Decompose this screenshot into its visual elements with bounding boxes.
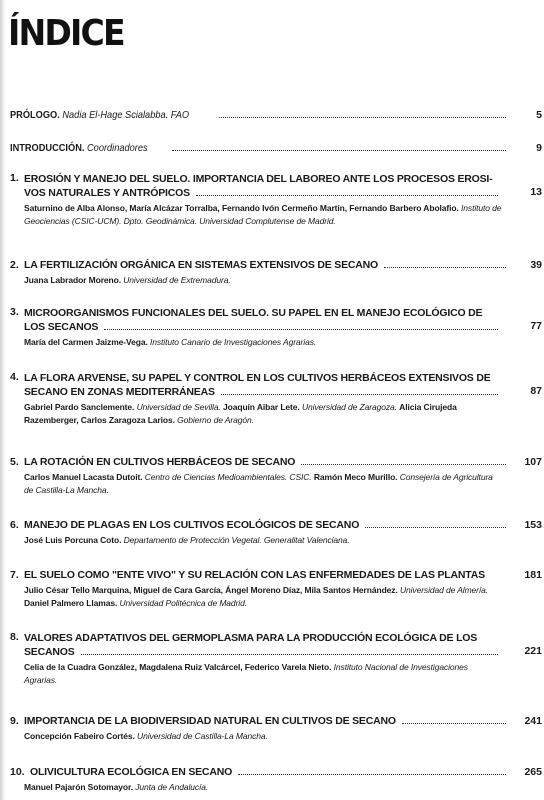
dot-leader xyxy=(219,117,506,118)
chapter-title-line: LA ROTACIÓN EN CULTIVOS HERBÁCEOS DE SECANO xyxy=(24,456,296,468)
chapter-authors: Gabriel Pardo Sanclemente. xyxy=(24,402,135,412)
chapter-authors: José Luis Porcuna Coto. xyxy=(24,535,122,545)
dot-leader xyxy=(104,329,498,330)
toc-entry-chapter-3[interactable] xyxy=(10,306,542,349)
chapter-number: 5. xyxy=(10,456,19,468)
toc-entry-prologue[interactable] xyxy=(10,108,542,122)
chapter-authors: Ramón Meco Murillo. xyxy=(313,472,398,482)
chapter-institution: Universidad de Extremadura. xyxy=(123,275,231,285)
toc-entry-chapter-1[interactable] xyxy=(10,172,542,227)
prologue-label: PRÓLOGO. xyxy=(10,109,60,121)
chapter-institution: Consejería de Agricultura de Castilla-La Mancha. xyxy=(24,472,493,495)
chapter-authors: María del Carmen Jaizme-Vega. xyxy=(24,337,148,347)
page-number: 107 xyxy=(524,456,542,468)
chapter-authors: Carlos Manuel Lacasta Dutoit. xyxy=(24,472,143,482)
prologue-author: Nadia El-Hage Scialabba. FAO xyxy=(62,109,190,121)
toc-entry-chapter-6[interactable] xyxy=(10,518,542,547)
chapter-authors: Concepción Fabeiro Cortés. xyxy=(24,731,135,741)
chapter-credits xyxy=(24,534,542,547)
chapter-institution: Instituto Nacional de Investigaciones Agrarias. xyxy=(24,662,468,685)
chapter-number: 6. xyxy=(10,519,19,531)
chapter-number: 7. xyxy=(10,569,19,581)
chapter-institution: Universidad de Almería. xyxy=(399,585,489,595)
dot-leader xyxy=(81,654,498,655)
chapter-credits xyxy=(24,471,542,496)
chapter-authors: Alicia Cirujeda Razemberger, Carlos Zaragoza Larios. xyxy=(24,402,457,425)
chapter-authors: Joaquín Aibar Lete. xyxy=(223,402,300,412)
page-title: ÍNDICE xyxy=(8,13,124,54)
chapter-number: 4. xyxy=(10,371,19,383)
dot-leader xyxy=(196,195,498,196)
page-number: 181 xyxy=(524,569,542,581)
chapter-authors: Juana Labrador Moreno. xyxy=(24,275,121,285)
dot-leader xyxy=(365,527,506,528)
page-number: 77 xyxy=(530,320,542,332)
chapter-title-line: VOS NATURALES Y ANTRÓPICOS xyxy=(24,187,190,199)
chapter-authors: Saturnino de Alba Alonso, María Alcázar Torralba, Fernando Ivón Cermeño Martín, Fernando Barbero Abolafio. xyxy=(24,203,459,213)
dot-leader xyxy=(384,267,506,268)
chapter-authors: Daniel Palmero Llamas. xyxy=(24,597,118,608)
dot-leader xyxy=(221,394,498,395)
chapter-institution: Gobierno de Aragón. xyxy=(177,414,254,425)
chapter-title-line: LA FERTILIZACIÓN ORGÁNICA EN SISTEMAS EXTENSIVOS DE SECANO xyxy=(24,259,378,271)
toc-entry-chapter-2[interactable] xyxy=(10,258,542,287)
chapter-institution: Universidad de Castilla-La Mancha. xyxy=(137,731,268,741)
chapter-title-line: EROSIÓN Y MANEJO DEL SUELO. IMPORTANCIA DEL LABOREO ANTE LOS PROCESOS EROSI- xyxy=(24,173,493,185)
chapter-title-line: VALORES ADAPTATIVOS DEL GERMOPLASMA PARA LA PRODUCCIÓN ECOLÓGICA DE LOS xyxy=(24,632,478,644)
chapter-credits xyxy=(24,336,542,349)
page-number: 87 xyxy=(530,385,542,397)
intro-label: INTRODUCCIÓN. xyxy=(10,142,85,154)
chapter-credits xyxy=(24,202,542,227)
chapter-credits xyxy=(24,730,542,743)
chapter-credits xyxy=(24,781,542,794)
chapter-title-line: SECANO EN ZONAS MEDITERRÁNEAS xyxy=(24,386,215,398)
chapter-title-line: IMPORTANCIA DE LA BIODIVERSIDAD NATURAL EN CULTIVOS DE SECANO xyxy=(24,715,396,727)
chapter-institution: Departamento de Protección Vegetal. Generalitat Valenciana. xyxy=(123,535,350,545)
chapter-title-line: LA FLORA ARVENSE, SU PAPEL Y CONTROL EN LOS CULTIVOS HERBÁCEOS EXTENSIVOS DE xyxy=(24,372,491,384)
chapter-institution: Junta de Andalucía. xyxy=(135,782,209,792)
chapter-number: 2. xyxy=(10,259,19,271)
chapter-institution: Universidad Politécnica de Madrid. xyxy=(119,597,247,608)
toc-entry-chapter-8[interactable] xyxy=(10,631,542,686)
toc-entry-chapter-7[interactable] xyxy=(10,568,542,609)
chapter-number: 8. xyxy=(10,631,19,643)
chapter-credits xyxy=(24,274,542,287)
page-number: 13 xyxy=(530,186,542,198)
page-number: 265 xyxy=(524,766,542,778)
intro-author: Coordinadores xyxy=(87,142,148,154)
page-number: 39 xyxy=(530,259,542,271)
chapter-title-line: OLIVICULTURA ECOLÓGICA EN SECANO xyxy=(30,766,233,778)
toc-entry-introduction[interactable] xyxy=(10,141,542,155)
page-number: 9 xyxy=(536,142,542,154)
chapter-number: 3. xyxy=(10,306,19,318)
page-number: 221 xyxy=(524,645,542,657)
toc-entry-chapter-4[interactable] xyxy=(10,371,542,426)
chapter-title-line: SECANOS xyxy=(24,646,75,658)
page-number: 241 xyxy=(524,715,542,727)
page-number: 153 xyxy=(524,519,542,531)
page-number: 5 xyxy=(536,109,542,121)
toc-entry-chapter-9[interactable] xyxy=(10,714,542,743)
dot-leader xyxy=(402,723,506,724)
chapter-institution: Universidad de Zaragoza. xyxy=(301,402,397,412)
chapter-title-line: LOS SECANOS xyxy=(24,321,99,333)
chapter-number: 1. xyxy=(10,172,19,184)
chapter-number: 10. xyxy=(10,766,25,778)
chapter-institution: Instituto Canario de Investigaciones Agrarias. xyxy=(149,337,317,347)
dot-leader xyxy=(238,774,506,775)
chapter-credits xyxy=(24,401,542,426)
chapter-title-line: MICROORGANISMOS FUNCIONALES DEL SUELO. SU PAPEL EN EL MANEJO ECOLÓGICO DE xyxy=(24,307,483,319)
dot-leader xyxy=(172,150,506,151)
toc-entry-chapter-5[interactable] xyxy=(10,455,542,496)
chapter-number: 9. xyxy=(10,715,19,727)
chapter-institution: Centro de Ciencias Medioambientales. CSIC. xyxy=(144,472,312,482)
chapter-institution: Instituto de Geociencias (CSIC-UCM). Dpto. Geodinámica. Universidad Complutense de Madrid. xyxy=(24,203,502,226)
chapter-institution: Universidad de Sevilla. xyxy=(136,402,221,412)
chapter-authors: Celia de la Cuadra González, Magdalena Ruiz Valcárcel, Federico Varela Nieto. xyxy=(24,662,332,672)
chapter-authors: Manuel Pajarón Sotomayor. xyxy=(24,782,133,792)
chapter-title-line: MANEJO DE PLAGAS EN LOS CULTIVOS ECOLÓGICOS DE SECANO xyxy=(24,519,360,531)
chapter-title-line: EL SUELO COMO "ENTE VIVO" Y SU RELACIÓN CON LAS ENFERMEDADES DE LAS PLANTAS xyxy=(24,569,485,581)
toc-entry-chapter-10[interactable] xyxy=(10,765,542,794)
dot-leader xyxy=(301,464,506,465)
chapter-credits xyxy=(24,584,542,609)
chapter-credits xyxy=(24,661,542,686)
chapter-authors: Julio César Tello Marquina, Miguel de Cara García, Ángel Moreno Díaz, Mila Santos Hernández. xyxy=(24,585,398,595)
